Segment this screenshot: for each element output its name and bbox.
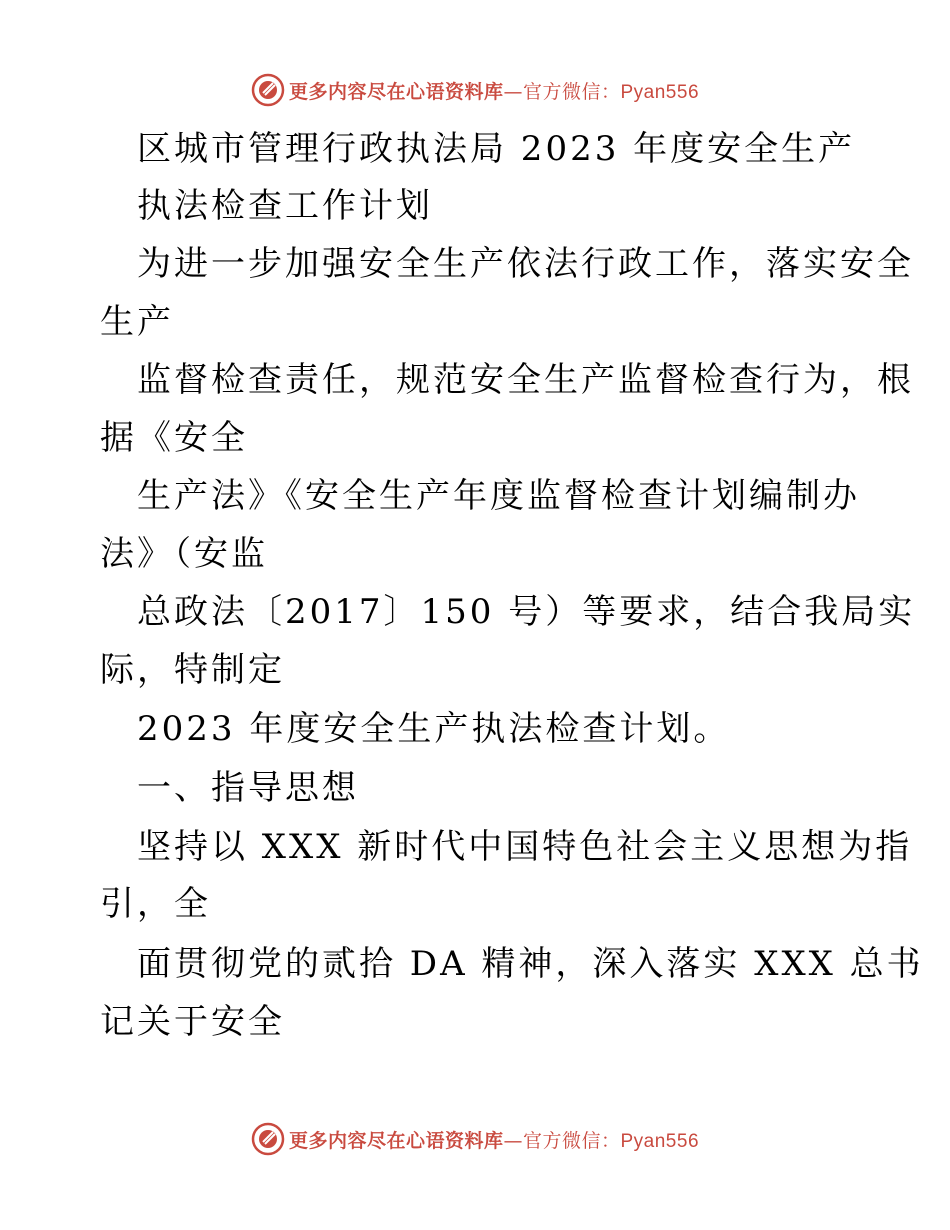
- doc-paragraph-line: 为进一步加强安全生产依法行政工作，落实安全: [137, 244, 914, 284]
- doc-paragraph-line: 生产法》《安全生产年度监督检查计划编制办: [137, 476, 860, 516]
- doc-paragraph-line: 引，全: [100, 884, 211, 924]
- banner-brand-text: 更多内容尽在心语资料库: [288, 80, 504, 103]
- doc-title-line-2: 执法检查工作计划: [137, 186, 433, 226]
- doc-title-line-1: 区城市管理行政执法局 2023 年度安全生产: [137, 129, 856, 169]
- banner-separator: —: [503, 80, 523, 103]
- seal-logo-icon: [251, 73, 285, 107]
- doc-paragraph-line: 面贯彻党的贰拾 DA 精神，深入落实 XXX 总书: [137, 944, 924, 984]
- seal-logo-icon: [251, 1122, 285, 1156]
- doc-paragraph-line: 际，特制定: [100, 650, 285, 690]
- doc-paragraph-line: 法》（安监: [100, 534, 268, 574]
- header-banner: [0, 72, 950, 108]
- section-heading: 一、指导思想: [137, 768, 359, 808]
- banner-brand-text: 更多内容尽在心语资料库: [288, 1129, 504, 1152]
- banner-wechat-text: 官方微信：Pyan556: [523, 81, 700, 103]
- banner-wechat-text: 官方微信：Pyan556: [523, 1130, 700, 1152]
- doc-paragraph-line: 2023 年度安全生产执法检查计划。: [137, 709, 731, 749]
- doc-paragraph-line: 总政法〔2017〕150 号）等要求，结合我局实: [137, 592, 916, 632]
- doc-paragraph-line: 记关于安全: [100, 1002, 285, 1042]
- doc-paragraph-line: 监督检查责任，规范安全生产监督检查行为，根: [137, 360, 914, 400]
- doc-paragraph-line: 据《安全: [100, 418, 248, 458]
- doc-paragraph-line: 生产: [100, 302, 174, 342]
- doc-paragraph-line: 坚持以 XXX 新时代中国特色社会主义思想为指: [137, 827, 913, 867]
- banner-separator: —: [503, 1129, 523, 1152]
- footer-banner: [0, 1121, 950, 1157]
